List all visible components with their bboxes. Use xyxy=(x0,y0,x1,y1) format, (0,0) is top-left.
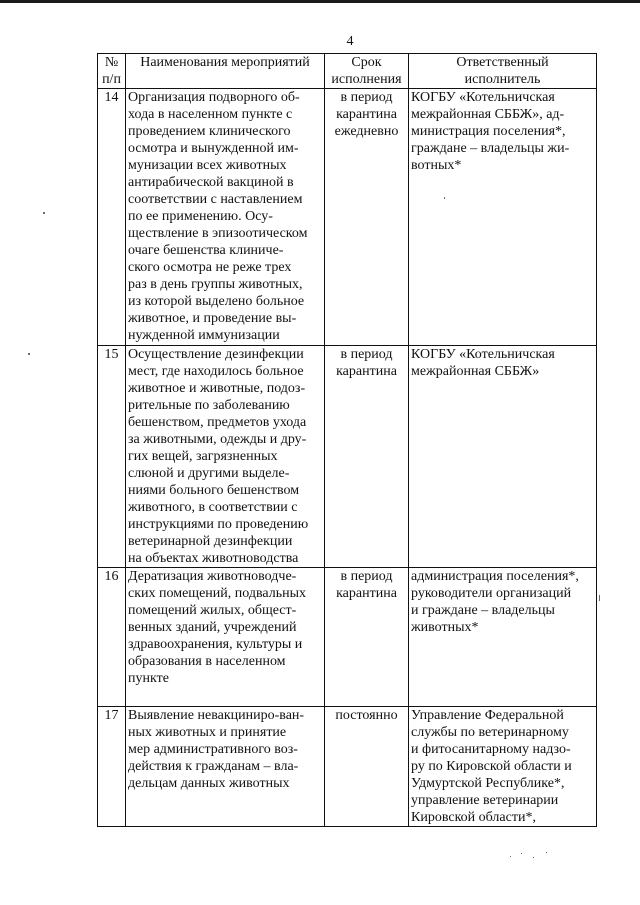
table-header-row xyxy=(98,54,597,89)
measure-term: в период карантина ежедневно xyxy=(325,89,409,346)
measure-responsible: Управление Федеральной службы по ветеринарному и фитосанитарному надзо- ру по Кировской области и Удмуртской Республике*, управление ветеринарии Кировской области*, xyxy=(409,707,597,827)
scan-speck xyxy=(43,212,45,214)
header-number: № п/п xyxy=(98,54,126,89)
header-term: Срок исполнения xyxy=(325,54,409,89)
measure-responsible: администрация поселения*, руководители организаций и граждане – владельцы животных* xyxy=(409,568,597,707)
scan-speck xyxy=(521,853,522,854)
measure-name: Выявление невакциниро-ван- ных животных и принятие мер административного воз- действия к гражданам – вла- дельцам данных животных xyxy=(126,707,325,827)
scan-speck xyxy=(599,595,600,601)
measure-term: в период карантина xyxy=(325,568,409,707)
measure-term: в период карантина xyxy=(325,346,409,568)
scan-speck xyxy=(444,197,445,199)
table-row xyxy=(98,568,597,707)
measure-name: Дератизация животноводче- ских помещений, подвальных помещений жилых, общест- венных зданий, учреждений здравоохранения, культуры и образования в населенном пункте xyxy=(126,568,325,707)
measures-table xyxy=(97,53,597,827)
table-row xyxy=(98,707,597,827)
page-number: 4 xyxy=(346,34,354,49)
header-measure-name: Наименования мероприятий xyxy=(126,54,325,89)
table-row xyxy=(98,346,597,568)
scan-speck xyxy=(28,353,30,355)
table-row xyxy=(98,89,597,346)
scan-top-border xyxy=(0,0,640,3)
measure-name: Организация подворного об- хода в населенном пункте с проведением клинического осмотра и вынужденной им- мунизации всех животных антирабической вакциной в соответствии с наставлением по ее применению. Осу- ществление в эпизоотическом очаге бешенства клиниче- ского осмотра не реже трех раз в день группы животных, из которой выделено больное животное, и проведение вы- нужденной иммунизации xyxy=(126,89,325,346)
row-number: 16 xyxy=(98,568,126,707)
scan-speck xyxy=(510,856,511,857)
header-responsible: Ответственный исполнитель xyxy=(409,54,597,89)
row-number: 17 xyxy=(98,707,126,827)
row-number: 15 xyxy=(98,346,126,568)
scan-speck xyxy=(546,852,547,853)
row-number: 14 xyxy=(98,89,126,346)
measure-responsible: КОГБУ «Котельничская межрайонная СББЖ», ад- министрация поселения*, граждане – владельцы жи- вотных* xyxy=(409,89,597,346)
measure-name: Осуществление дезинфекции мест, где находилось больное животное и животные, подоз- рительные по заболеванию бешенством, предметов ухода за животными, одежды и дру- гих вещей, загрязненных слюной и другими выделе- ниями больного бешенством животного, в соответствии с инструкциями по проведению ветеринарной дезинфекции на объектах животноводства xyxy=(126,346,325,568)
measure-term: постоянно xyxy=(325,707,409,827)
measure-responsible: КОГБУ «Котельничская межрайонная СББЖ» xyxy=(409,346,597,568)
scan-speck xyxy=(533,857,534,858)
